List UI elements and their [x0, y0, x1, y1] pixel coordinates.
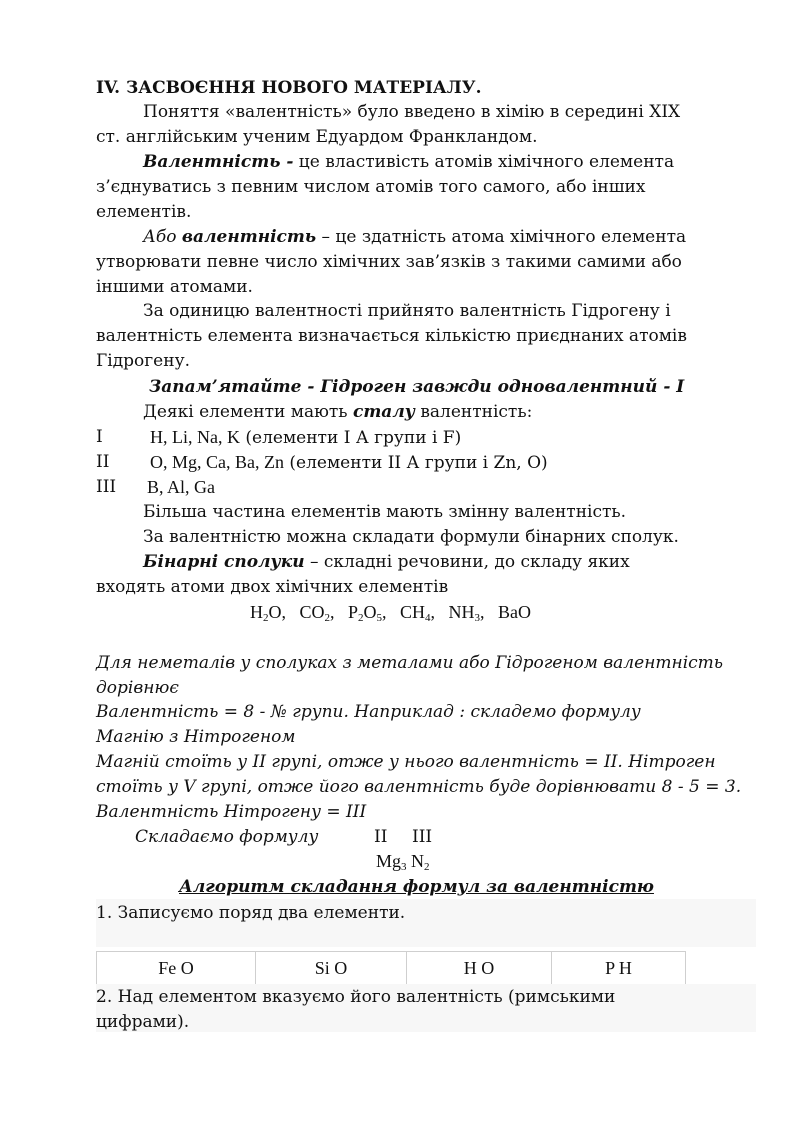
- nonmetal-line-3: Валентність = 8 - № групи. Наприклад : складемо формулу: [96, 702, 641, 722]
- binary-def-text: – складні речовини, до складу яких: [304, 552, 630, 572]
- binary-def-line-2: входять атоми двох хімічних елементів: [96, 577, 449, 597]
- definition-2-or: Або: [143, 227, 182, 247]
- group-text: [150, 426, 461, 449]
- definition-2-line-3: іншими атомами.: [96, 277, 253, 297]
- formula-subscript: 3: [474, 612, 481, 624]
- compose-element-1: Mg: [376, 851, 402, 871]
- compose-valence-2: III: [412, 827, 433, 847]
- group-roman: II: [96, 452, 110, 472]
- formula-part: CH: [400, 602, 426, 622]
- formula-example: [498, 602, 531, 622]
- remember-note: Запам’ятайте - Гідроген завжди одновалентний - І: [149, 377, 685, 397]
- table-cell: H O: [407, 952, 552, 985]
- formula-example: [449, 602, 481, 622]
- binary-def-line-1: [143, 551, 630, 573]
- formula-subscript: 2: [263, 612, 269, 624]
- formula-example: [400, 602, 431, 622]
- compose-valence-1: II: [374, 827, 388, 847]
- definition-1-term: Валентність -: [143, 152, 294, 172]
- formula-subscript: 4: [425, 612, 431, 624]
- definition-1-line-1: [143, 151, 674, 173]
- formula-part: CO: [299, 602, 325, 622]
- formula-examples: [250, 601, 531, 623]
- compose-subscript-1: 3: [401, 861, 407, 873]
- formula-subscript: 5: [376, 612, 383, 624]
- unit-line-3: Гідрогену.: [96, 351, 190, 371]
- binary-term: Бінарні сполуки: [143, 552, 305, 572]
- definition-2-line-1: [143, 226, 686, 248]
- section-heading: IV. ЗАСВОЄННЯ НОВОГО МАТЕРІАЛУ.: [96, 78, 482, 98]
- unit-line-1: За одиницю валентності прийнято валентність Гідрогену і: [143, 301, 671, 321]
- group-elements: B, Al, Ga: [147, 477, 216, 497]
- compose-element-2: N: [411, 851, 425, 871]
- formula-example: [348, 602, 382, 622]
- nonmetal-line-5: Магній стоїть у ІІ групі, отже у нього валентність = ІІ. Нітроген: [96, 752, 716, 772]
- table-cell: P H: [552, 952, 686, 985]
- element-pairs-table: [96, 951, 686, 985]
- step-1: 1. Записуємо поряд два елементи.: [96, 903, 406, 923]
- formula-part: NH: [448, 602, 475, 622]
- algorithm-title: Алгоритм складання формул за валентністю: [179, 877, 654, 897]
- compose-formula: [376, 850, 430, 872]
- variable-valence-line: Більша частина елементів мають змінну валентність.: [143, 502, 627, 522]
- definition-2-text: – це здатність атома хімічного елемента: [316, 227, 687, 247]
- formula-part: BaO: [498, 602, 532, 622]
- formula-example: [250, 602, 282, 622]
- formula-part: P: [348, 602, 359, 622]
- nonmetal-line-2: дорівнює: [96, 678, 179, 698]
- formula-separator: ,: [330, 602, 349, 622]
- step-2-line-1: 2. Над елементом вказуємо його валентність (римськими: [96, 987, 616, 1007]
- formula-separator: ,: [382, 602, 401, 622]
- table-row: [97, 952, 686, 985]
- formula-subscript: 2: [324, 612, 331, 624]
- group-note: (елементи ІІ А групи і Zn, O): [284, 453, 548, 473]
- table-cell: Fe O: [97, 952, 256, 985]
- binary-intro-line: За валентністю можна складати формули бінарних сполук.: [143, 527, 679, 547]
- formula-separator: ,: [480, 602, 499, 622]
- nonmetal-line-1: Для неметалів у сполуках з металами або Гідрогеном валентність: [96, 653, 724, 673]
- constant-pre: Деякі елементи мають: [143, 402, 353, 422]
- definition-1-line-3: елементів.: [96, 202, 192, 222]
- group-elements: H, Li, Na, K: [150, 427, 240, 447]
- formula-subscript: 2: [358, 612, 364, 624]
- compose-subscript-2: 2: [424, 861, 430, 873]
- nonmetal-line-4: Магнію з Нітрогеном: [96, 727, 296, 747]
- formula-part: O: [363, 602, 377, 622]
- group-text: [147, 476, 215, 499]
- formula-separator: ,: [281, 602, 300, 622]
- table-cell: Si O: [256, 952, 407, 985]
- group-text: [150, 451, 548, 474]
- group-roman: I: [96, 427, 103, 447]
- intro-line-2: ст. англійським ученим Едуардом Франкландом.: [96, 127, 538, 147]
- definition-1-line-2: з’єднуватись з певним числом атомів того самого, або інших: [96, 177, 646, 197]
- unit-line-2: валентність елемента визначається кількістю приєднаних атомів: [96, 326, 687, 346]
- step-2-line-2: цифрами).: [96, 1012, 190, 1032]
- nonmetal-line-7: Валентність Нітрогену = ІІІ: [96, 802, 367, 822]
- compose-label: Складаємо формулу: [135, 827, 319, 847]
- constant-term: сталу: [352, 402, 415, 422]
- definition-1-text: це властивість атомів хімічного елемента: [293, 152, 675, 172]
- group-roman: III: [96, 477, 117, 497]
- definition-2-term: валентність: [181, 227, 317, 247]
- group-note: (елементи І А групи і F): [239, 428, 462, 448]
- constant-post: валентність:: [414, 402, 533, 422]
- formula-part: H: [250, 602, 263, 622]
- intro-line-1: Поняття «валентність» було введено в хімію в середині XIX: [143, 102, 681, 122]
- formula-part: O: [268, 602, 282, 622]
- constant-valence-line: [143, 401, 532, 423]
- group-elements: O, Mg, Ca, Ba, Zn: [150, 452, 284, 472]
- definition-2-line-2: утворювати певне число хімічних зав’язків з такими самими або: [96, 252, 682, 272]
- formula-example: [300, 602, 331, 622]
- nonmetal-line-6: стоїть у V групі, отже його валентність буде дорівнювати 8 - 5 = 3.: [96, 777, 742, 797]
- formula-separator: ,: [430, 602, 449, 622]
